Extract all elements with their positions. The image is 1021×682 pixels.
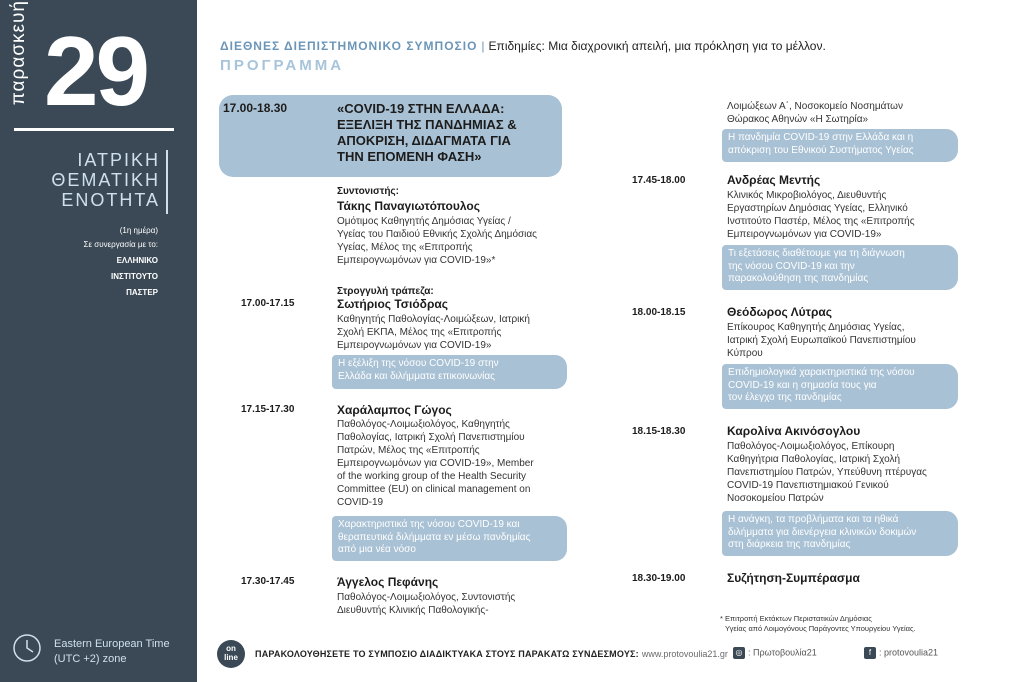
desc-line: Εμπειρογνωμόνων για COVID-19» xyxy=(337,340,492,351)
topic-line: στη διάρκεια της πανδημίας xyxy=(728,539,851,550)
sidebar xyxy=(0,0,197,682)
partner-line: ΠΑΣΤΕΡ xyxy=(126,288,158,297)
continuation-desc xyxy=(727,100,987,126)
speaker-desc xyxy=(727,321,987,360)
topic-line: Η πανδημία COVID-19 στην Ελλάδα και η xyxy=(728,132,914,143)
facebook-link[interactable] xyxy=(864,647,938,659)
session-title-line: ΤΗΝ ΕΠΟΜΕΝΗ ΦΑΣΗ» xyxy=(337,149,482,164)
topic-line: Επιδημιολογικά χαρακτηριστικά της νόσου xyxy=(728,367,915,378)
online-badge xyxy=(217,640,245,668)
desc-line: Θώρακος Αθηνών «Η Σωτηρία» xyxy=(727,114,869,125)
footer-text: ΠΑΡΑΚΟΛΟΥΘΗΣΕΤΕ ΤΟ ΣΥΜΠΟΣΙΟ ΔΙΑΔΙΚΤΥΑΚΑ ΣΤΟΥΣ ΠΑΡΑΚΑΤΩ ΣΥΝΔΕΣΜΟΥΣ: xyxy=(255,649,639,659)
topic-line: Ελλάδα και διλήμματα επικοινωνίας xyxy=(338,370,495,382)
online-badge-line: on xyxy=(226,644,236,653)
topic-line: COVID-19 και η σημασία τους για xyxy=(728,379,877,391)
session-time: 17.00-18.30 xyxy=(223,101,288,115)
speaker-desc xyxy=(337,418,587,509)
speaker-name: Ανδρέας Μεντής xyxy=(727,173,821,187)
website-link[interactable]: www.protovoulia21.gr xyxy=(641,649,728,659)
partner-line: ΙΝΣΤΙΤΟΥΤΟ xyxy=(111,272,158,281)
header xyxy=(220,39,826,53)
coordinator-name: Τάκης Παναγιωτόπουλος xyxy=(337,199,480,213)
topic-line: παρακολούθηση της πανδημίας xyxy=(728,273,869,284)
topic-line: τον έλεγχο της πανδημίας xyxy=(728,392,842,403)
desc-line: Υγείας του Παιδιού Εθνικής Σχολής Δημόσιας xyxy=(337,229,537,240)
talk-topic xyxy=(722,511,958,556)
online-badge-line: line xyxy=(224,653,238,662)
talk-time: 17.00-17.15 xyxy=(241,298,295,309)
desc-line: Επίκουρος Καθηγητής Δημόσιας Υγείας, xyxy=(727,322,905,333)
footer xyxy=(255,649,728,659)
desc-line: Ινστιτούτο Παστέρ, Μέλος της «Επιτροπής xyxy=(727,216,915,227)
partner-line: ΕΛΛΗΝΙΚΟ xyxy=(116,256,158,265)
desc-line: COVID-19 Πανεπιστημιακού Γενικού xyxy=(727,480,889,491)
theme-line: ΕΝΟΤΗΤΑ xyxy=(61,190,160,210)
desc-line: Υγείας, Μέλος της «Επιτροπής xyxy=(337,242,473,253)
desc-line: Εμπειρογνωμόνων για COVID-19» xyxy=(727,229,882,240)
speaker-name: Σωτήριος Τσιόδρας xyxy=(337,297,448,311)
talk-time: 17.45-18.00 xyxy=(632,175,686,186)
talk-time: 18.00-18.15 xyxy=(632,307,686,318)
desc-line: Πατρών, Μέλος της «Επιτροπής xyxy=(337,445,480,456)
desc-line: Committee (EU) on clinical management on xyxy=(337,484,531,495)
speaker-name: Χαράλαμπος Γώγος xyxy=(337,403,452,417)
topic-line: της νόσου COVID-19 και την xyxy=(728,260,855,272)
talk-topic xyxy=(332,355,567,389)
facebook-icon: f xyxy=(864,647,876,659)
topic-line: διλήμματα για διενέργεια κλινικών δοκιμών xyxy=(728,526,917,538)
divider xyxy=(14,128,174,131)
speaker-name: Καρολίνα Ακινόσογλου xyxy=(727,424,861,438)
facebook-handle: : protovoulia21 xyxy=(879,647,939,658)
theme-line: ΘΕΜΑΤΙΚΗ xyxy=(51,170,160,190)
theme-bar xyxy=(166,150,168,214)
theme-title xyxy=(10,150,160,210)
desc-line: Ιατρική Σχολή Ευρωπαϊκού Πανεπιστημίου xyxy=(727,335,916,346)
talk-time: 17.30-17.45 xyxy=(241,576,295,587)
talk-topic xyxy=(722,245,958,290)
desc-line: Παθολόγος-Λοιμωξιολόγος, Επίκουρη xyxy=(727,441,895,452)
desc-line: Παθολόγος-Λοιμωξιολόγος, Συντονιστής xyxy=(337,592,516,603)
talk-time: 18.15-18.30 xyxy=(632,426,686,437)
theme-line: ΙΑΤΡΙΚΗ xyxy=(77,150,160,170)
speaker-desc xyxy=(337,591,587,617)
topic-line: Η ανάγκη, τα προβλήματα και τα ηθικά xyxy=(728,514,899,525)
instagram-link[interactable] xyxy=(733,647,817,659)
timezone-line: (UTC +2) zone xyxy=(54,653,127,665)
roundtable-label: Στρογγυλή τράπεζα: xyxy=(337,286,434,297)
desc-line: Ομότιμος Καθηγητής Δημόσιας Υγείας / xyxy=(337,216,511,227)
talk-topic xyxy=(332,516,567,561)
talk-topic xyxy=(722,129,958,162)
desc-line: Λοιμώξεων Α΄, Νοσοκομείο Νοσημάτων xyxy=(727,101,903,112)
desc-line: Σχολή ΕΚΠΑ, Μέλος της «Επιτροπής xyxy=(337,327,502,338)
desc-line: Εμπειρογνωμόνων για COVID-19»* xyxy=(337,255,496,266)
speaker-desc xyxy=(727,189,987,241)
program-heading: ΠΡΟΓΡΑΜΜΑ xyxy=(220,57,345,74)
session-title-line: ΑΠΟΚΡΙΣΗ, ΔΙΔΑΓΜΑΤΑ ΓΙΑ xyxy=(337,133,511,148)
speaker-desc xyxy=(337,313,587,352)
day-name: παρασκευή xyxy=(8,0,29,106)
coordinator-label: Συντονιστής: xyxy=(337,186,399,197)
topic-line: Η εξέλιξη της νόσου COVID-19 στην xyxy=(338,358,499,369)
session-title-line: ΕΞΕΛΙΞΗ ΤΗΣ ΠΑΝΔΗΜΙΑΣ & xyxy=(337,117,517,132)
topic-line: Χαρακτηριστικά της νόσου COVID-19 και xyxy=(338,519,520,530)
desc-line: of the working group of the Health Security xyxy=(337,471,526,482)
desc-line: Καθηγητής Παθολογίας-Λοιμώξεων, Ιατρική xyxy=(337,314,530,325)
instagram-icon: ◎ xyxy=(733,647,745,659)
footnote-line: * Επιτροπή Εκτάκτων Περιστατικών Δημόσιας xyxy=(720,614,872,623)
session-title-line: «COVID-19 ΣΤΗΝ ΕΛΛΑΔΑ: xyxy=(337,101,505,116)
topic-line: από μια νέα νόσο xyxy=(338,544,416,555)
desc-line: Εμπειρογνωμόνων για COVID-19», Member xyxy=(337,458,534,469)
partner-intro: Σε συνεργασία με το: xyxy=(83,240,158,249)
main-content xyxy=(197,0,1021,682)
desc-line: Κύπρου xyxy=(727,348,763,359)
speaker-name: Άγγελος Πεφάνης xyxy=(337,575,439,589)
day-note: (1η ημέρα) xyxy=(119,226,158,235)
desc-line: Νοσοκομείου Πατρών xyxy=(727,493,824,504)
discussion-title: Συζήτηση-Συμπέρασμα xyxy=(727,571,860,585)
topic-line: θεραπευτικά διλήμματα εν μέσω πανδημίας xyxy=(338,531,531,543)
desc-line: Καθηγήτρια Παθολογίας, Ιατρική Σχολή xyxy=(727,454,901,465)
desc-line: Παθολογίας, Ιατρική Σχολή Πανεπιστημίου xyxy=(337,432,525,443)
instagram-handle: : Πρωτοβουλία21 xyxy=(748,647,817,658)
footnote xyxy=(720,614,990,634)
talk-time: 17.15-17.30 xyxy=(241,404,295,415)
desc-line: Εργαστηρίων Δημόσιας Υγείας, Ελληνικό xyxy=(727,203,908,214)
desc-line: Παθολόγος-Λοιμωξιολόγος, Καθηγητής xyxy=(337,419,510,430)
symposium-title: ΔΙΕΘΝΕΣ ΔΙΕΠΙΣΤΗΜΟΝΙΚΟ ΣΥΜΠΟΣΙΟ xyxy=(220,39,478,53)
clock-icon xyxy=(12,633,42,663)
desc-line: Διευθυντής Κλινικής Παθολογικής- xyxy=(337,605,489,616)
timezone xyxy=(54,637,194,667)
speaker-name: Θεόδωρος Λύτρας xyxy=(727,305,833,319)
timezone-line: Eastern European Time xyxy=(54,638,170,650)
topic-line: απόκριση του Εθνικού Συστήματος Υγείας xyxy=(728,144,914,156)
desc-line: Πανεπιστημίου Πατρών, Υπεύθυνη πτέρυγας xyxy=(727,467,927,478)
footnote-line: Υγείας από Λοιμογόνους Παράγοντες Υπουργείου Υγείας. xyxy=(725,624,916,633)
coordinator-desc xyxy=(337,215,587,267)
topic-line: Τι εξετάσεις διαθέτουμε για τη διάγνωση xyxy=(728,248,905,259)
speaker-desc xyxy=(727,440,987,505)
talk-time: 18.30-19.00 xyxy=(632,573,686,584)
session-title xyxy=(337,101,517,165)
desc-line: Κλινικός Μικροβιολόγος, Διευθυντής xyxy=(727,190,887,201)
symposium-subtitle: Επιδημίες: Μια διαχρονική απειλή, μια πρόκληση για το μέλλον. xyxy=(488,39,826,53)
desc-line: COVID-19 xyxy=(337,497,384,508)
day-number: 29 xyxy=(44,16,148,126)
separator: | xyxy=(481,39,485,53)
talk-topic xyxy=(722,364,958,409)
